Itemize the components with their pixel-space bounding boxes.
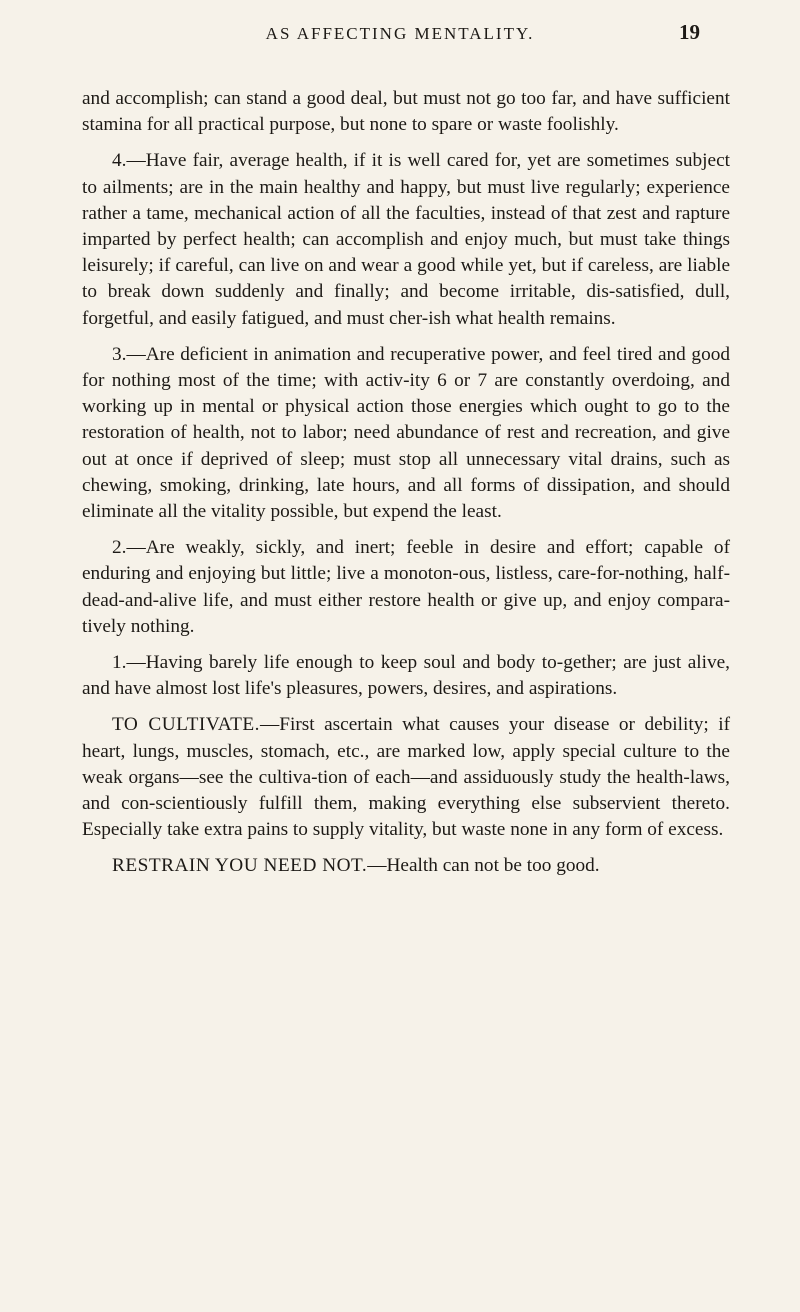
paragraph-to-cultivate (82, 712, 730, 843)
paragraph-text: and accomplish; can stand a good deal, but must not go too far, and have sufficient stamina for all practical purpose, but none to spare or waste foolishly. (82, 88, 730, 136)
paragraph-level-1 (82, 650, 730, 702)
paragraph-text: 2.—Are weakly, sickly, and inert; feeble in desire and effort; capable of enduring and enjoying but little; live a monoton-ous, listless, care-for-nothing, half-dead-and-alive life, and must either restore health or give up, and enjoy compara-tively nothing. (82, 537, 730, 637)
paragraph-level-4 (82, 148, 730, 331)
paragraph-text: —Health can not be too good. (367, 855, 600, 877)
page-number: 19 (679, 20, 700, 44)
paragraph-level-3 (82, 342, 730, 525)
paragraph-text: 1.—Having barely life enough to keep soul and body to-gether; are just alive, and have almost lost life's pleasures, powers, desires, and aspirations. (82, 652, 730, 700)
body-text (82, 86, 730, 890)
paragraph-continuation (82, 86, 730, 138)
paragraph-text: 3.—Are deficient in animation and recuperative power, and feel tired and good for nothing most of the time; with activ-ity 6 or 7 are constantly overdoing, and working up in mental or physical action those energies which ought to go to the restoration of health, not to labor; need abundance of rest and recreation, and give out at once if deprived of sleep; must stop all unnecessary vital drains, such as chewing, smoking, drinking, late hours, and all forms of dissipation, and should eliminate all the vitality possible, but expend the least. (82, 343, 730, 523)
running-head: AS AFFECTING MENTALITY. (265, 24, 535, 43)
paragraph-text: —First ascertain what causes your disease or debility; if heart, lungs, muscles, stomach, etc., are marked low, apply special culture to the weak organs—see the cultiva-tion of each—and assiduously study the health-laws, and con-scientiously fulfill them, making everything else subservient thereto. Especially take extra pains to supply vitality, but waste none in any form of excess. (82, 714, 730, 841)
section-lead: TO CULTIVATE. (112, 714, 260, 736)
section-lead: RESTRAIN YOU NEED NOT. (112, 855, 368, 877)
paragraph-level-2 (82, 535, 730, 640)
paragraph-text: 4.—Have fair, average health, if it is well cared for, yet are sometimes subject to ailments; are in the main healthy and happy, but must live regularly; experience rather a tame, mechanical action of all the faculties, instead of that zest and rapture imparted by perfect health; can accomplish and enjoy much, but must take things leisurely; if careful, can live on and wear a good while yet, but if careless, are liable to break down suddenly and finally; and become irritable, dis-satisfied, dull, forgetful, and easily fatigued, and must cher-ish what health remains. (82, 150, 730, 329)
paragraph-restrain (82, 853, 730, 879)
